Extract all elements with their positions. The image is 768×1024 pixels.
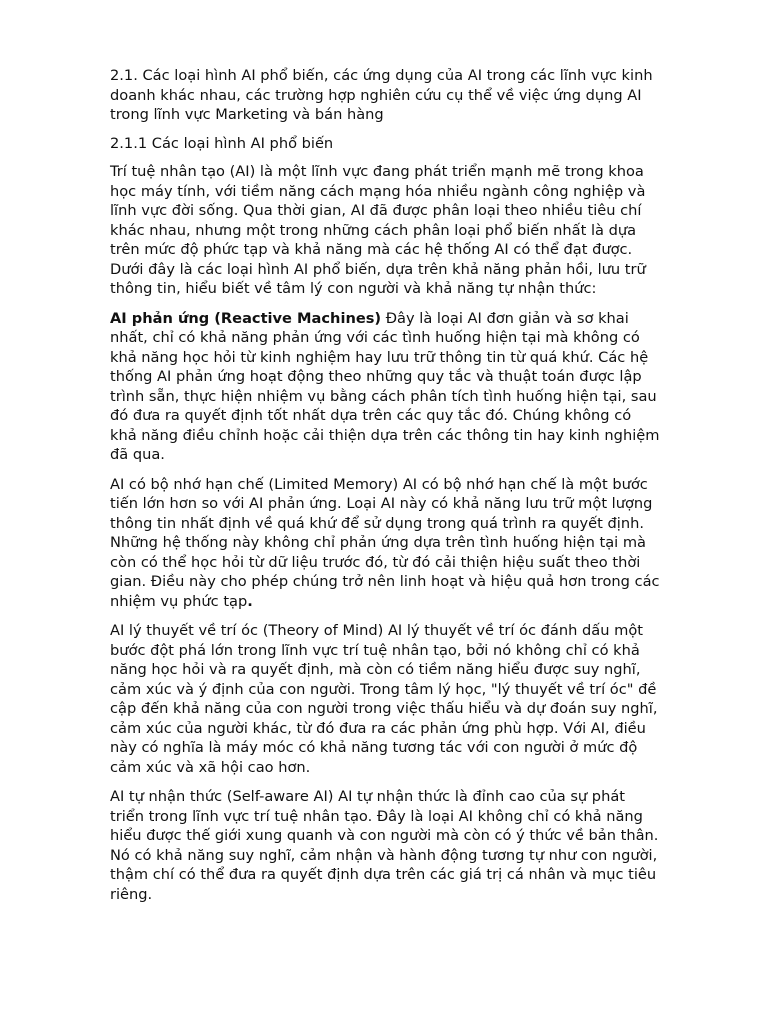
self-aware-paragraph: AI tự nhận thức (Self-aware AI) AI tự nhận thức là đỉnh cao của sự phát triển trong lĩnh vực trí tuệ nhân tạo. Đây là loại AI không chỉ có khả năng hiểu được thế giới xung quanh và con người mà còn có ý thức về bản thân. Nó có khả năng suy nghĩ, cảm nhận và hành động tương tự như con người, thậm chí có thể đưa ra quyết định dựa trên các giá trị cá nhân và mục tiêu riêng. — [110, 788, 659, 903]
subsection-heading: 2.1.1 Các loại hình AI phổ biến — [110, 134, 334, 152]
limited-memory-paragraph — [110, 475, 698, 612]
theory-of-mind-paragraph: AI lý thuyết về trí óc (Theory of Mind) AI lý thuyết về trí óc đánh dấu một bước đột phá lớn trong lĩnh vực trí tuệ nhân tạo, bởi nó không chỉ có khả năng học hỏi và ra quyết định, mà còn có tiềm năng hiểu được suy nghĩ, cảm xúc và ý định của con người. Trong tâm lý học, "lý thuyết về trí óc" đề cập đến khả năng của con người trong việc thấu hiểu và dự đoán suy nghĩ, cảm xúc của người khác, từ đó đưa ra các phản ứng phù hợp. Với AI, điều này có nghĩa là máy móc có khả năng tương tác với con người ở mức độ cảm xúc và xã hội cao hơn. — [110, 622, 658, 776]
limited-memory-end: . — [247, 592, 253, 610]
limited-memory-body: AI có bộ nhớ hạn chế (Limited Memory) AI có bộ nhớ hạn chế là một bước tiến lớn hơn so với AI phản ứng. Loại AI này có khả năng lưu trữ một lượng thông tin nhất định về quá khứ để sử dụng trong quá trình ra quyết định. Những hệ thống này không chỉ phản ứng dựa trên tình huống hiện tại mà còn có thể học hỏi từ dữ liệu trước đó, từ đó cải thiện hiệu suất theo thời gian. Điều này cho phép chúng trở nên linh hoạt và hiệu quả hơn trong các nhiệm vụ phức tạp — [110, 475, 660, 610]
reactive-machines-title: AI phản ứng (Reactive Machines) — [110, 309, 382, 327]
intro-paragraph: Trí tuệ nhân tạo (AI) là một lĩnh vực đang phát triển mạnh mẽ trong khoa học máy tính, với tiềm năng cách mạng hóa nhiều ngành công nghiệp và lĩnh vực đời sống. Qua thời gian, AI đã được phân loại theo nhiều tiêu chí khác nhau, nhưng một trong những cách phân loại phổ biến nhất là dựa trên mức độ phức tạp và khả năng mà các hệ thống AI có thể đạt được. Dưới đây là các loại hình AI phổ biến, dựa trên khả năng phản hồi, lưu trữ thông tin, hiểu biết về tâm lý con người và khả năng tự nhận thức: — [110, 163, 646, 297]
section-heading: 2.1. Các loại hình AI phổ biến, các ứng dụng của AI trong các lĩnh vực kinh doanh khác nhau, các trường hợp nghiên cứu cụ thể về việc ứng dụng AI trong lĩnh vực Marketing và bán hàng — [110, 67, 653, 123]
reactive-machines-body: Đây là loại AI đơn giản và sơ khai nhất, chỉ có khả năng phản ứng với các tình huống hiện tại mà không có khả năng học hỏi từ kinh nghiệm hay lưu trữ thông tin từ quá khứ. Các hệ thống AI phản ứng hoạt động theo những quy tắc và thuật toán được lập trình sẵn, thực hiện nhiệm vụ bằng cách phân tích tình huống hiện tại, sau đó đưa ra quyết định tốt nhất dựa trên các quy tắc đó. Chúng không có khả năng điều chỉnh hoặc cải thiện dựa trên các thông tin hay kinh nghiệm đã qua. — [110, 309, 660, 463]
reactive-machines-paragraph — [110, 309, 698, 465]
